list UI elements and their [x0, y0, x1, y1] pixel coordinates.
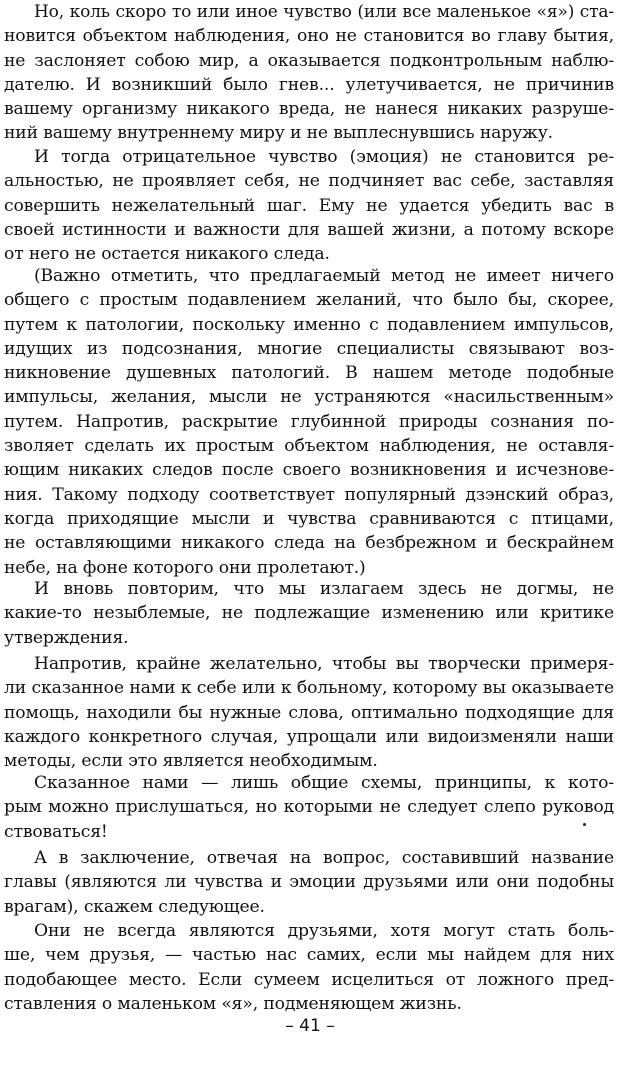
- text-line: ствоваться!: [4, 821, 108, 842]
- paragraph: [4, 919, 614, 1016]
- text-line: врагам), скажем следующее.: [4, 896, 265, 917]
- text-line: импульсы, желания, мысли не устраняются «насильственным»: [4, 387, 614, 408]
- paragraph: [4, 771, 614, 844]
- text-line: ния. Такому подходу соответствует популярный дзэнский образ,: [4, 484, 614, 505]
- text-line: от него не остается никакого следа.: [4, 244, 330, 265]
- text-line: идущих из подсознания, многие специалисты связывают воз-: [4, 338, 614, 359]
- text-line: никновение душевных патологий. В нашем методе подобные: [4, 363, 614, 384]
- text-line: новится объектом наблюдения, оно не становится во главу бытия,: [4, 26, 614, 47]
- text-line: И вновь повторим, что мы излагаем здесь не догмы, не: [34, 579, 614, 599]
- text-line: совершить нежелательный шаг. Ему не удается убедить вас в: [4, 195, 614, 216]
- text-line: не заслоняет собою мир, а оказывается подконтрольным наблю-: [4, 50, 614, 71]
- text-line: (Важно отметить, что предлагаемый метод не имеет ничего: [34, 266, 614, 286]
- text-line: путем к патологии, поскольку именно с подавлением импульсов,: [4, 314, 614, 335]
- text-line: утверждения.: [4, 627, 129, 648]
- text-line: Но, коль скоро то или иное чувство (или все маленькое «я») ста-: [34, 2, 614, 22]
- text-line: не оставляющими никакого следа на безбрежном и бескрайнем: [4, 533, 614, 554]
- text-line: подобающее место. Если сумеем исцелиться от ложного пред-: [4, 969, 614, 990]
- text-line: ше, чем друзья, — частью нас самих, если мы найдем для них: [4, 945, 614, 966]
- text-line: дателю. И возникший было гнев... улетучивается, не причинив: [4, 74, 614, 95]
- text-line: вашему организму никакого вреда, не нанеся никаких разруше-: [4, 99, 614, 120]
- text-line: какие-то незыблемые, не подлежащие изменению или критике: [4, 603, 614, 624]
- paragraph: [4, 0, 614, 146]
- text-line: А в заключение, отвечая на вопрос, составивший название: [34, 848, 614, 868]
- paragraph: [4, 846, 614, 919]
- text-line: И тогда отрицательное чувство (эмоция) не становится ре-: [34, 147, 614, 167]
- text-line: Они не всегда являются друзьями, хотя могут стать боль-: [34, 921, 614, 941]
- page-number: – 41 –: [285, 1016, 335, 1036]
- paragraph: [4, 145, 614, 266]
- paragraph: [4, 652, 614, 773]
- text-line: каждого конкретного случая, упрощали или видоизменяли наши: [4, 726, 614, 747]
- text-line: когда приходящие мысли и чувства сравниваются с птицами,: [4, 508, 614, 529]
- text-line: альностью, не проявляет себя, не подчиняет вас себе, заставляя: [4, 171, 614, 192]
- text-line: Сказанное нами — лишь общие схемы, принципы, к кото-: [34, 773, 614, 793]
- text-line: своей истинности и важности для вашей жизни, а потому вскоре: [4, 219, 614, 240]
- text-line: главы (являются ли чувства и эмоции друзьями или они подобны: [4, 872, 614, 893]
- text-line: методы, если это является необходимым.: [4, 751, 378, 772]
- paragraph: [4, 264, 614, 580]
- text-line: ний вашему внутреннему миру и не выплеснувшись наружу.: [4, 123, 553, 144]
- text-line: небе, на фоне которого они пролетают.): [4, 557, 366, 578]
- text-line: рым можно прислушаться, но которыми не следует слепо руковод: [4, 797, 614, 818]
- paragraph: [4, 577, 614, 650]
- text-line: ставления о маленьком «я», подменяющем жизнь.: [4, 993, 462, 1014]
- text-line: ли сказанное нами к себе или к больному, которому вы оказываете: [4, 678, 614, 699]
- text-line: путем. Напротив, раскрытие глубинной природы сознания по-: [4, 411, 614, 432]
- text-line: общего с простым подавлением желаний, что было бы, скорее,: [4, 290, 614, 311]
- print-speck: [583, 823, 586, 826]
- text-line: помощь, находили бы нужные слова, оптимально подходящие для: [4, 702, 614, 723]
- text-line: ющим никаких следов после своего возникновения и исчезнове-: [4, 460, 614, 481]
- text-line: Напротив, крайне желательно, чтобы вы творчески примеря-: [34, 654, 614, 674]
- text-line: зволяет сделать их простым объектом наблюдения, не оставля-: [4, 436, 614, 457]
